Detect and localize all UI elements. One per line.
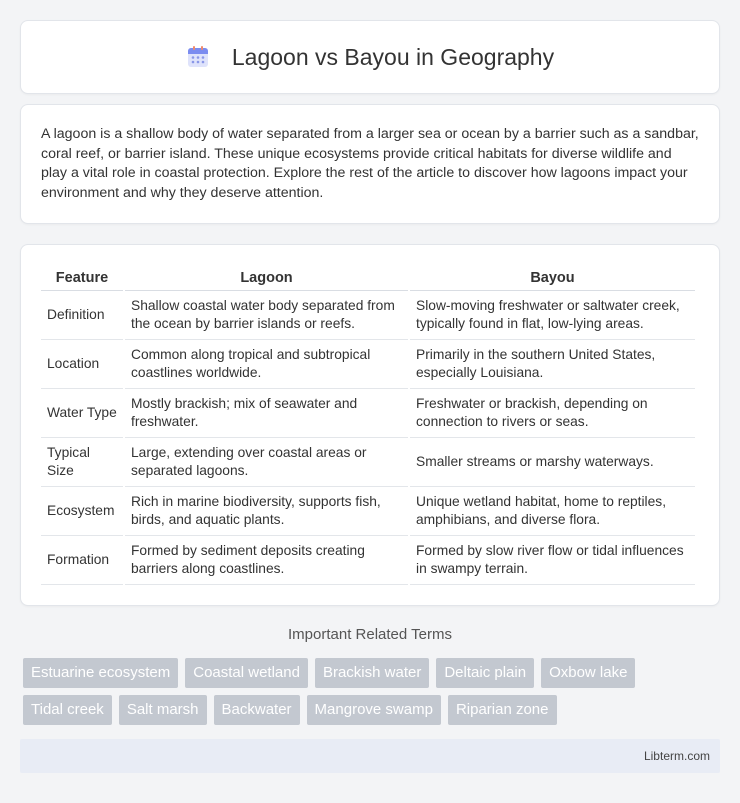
feature-cell: Definition [41,291,123,340]
footer [20,739,720,773]
table-row [41,536,695,585]
intro-paragraph: A lagoon is a shallow body of water separated from a larger sea or ocean by a barrier such as a sandbar, coral reef, or barrier island. These unique ecosystems provide critical habitats for diverse wildlife and play a vital role in coastal protection. Explore the rest of the article to discover how lagoons impact your environment and why they deserve attention. [41,126,699,201]
bayou-cell: Unique wetland habitat, home to reptiles, amphibians, and diverse flora. [410,487,695,536]
intro-card [20,104,720,224]
feature-cell: Typical Size [41,438,123,487]
footer-site-link[interactable]: Libterm.com [643,749,710,763]
lagoon-cell: Large, extending over coastal areas or separated lagoons. [125,438,408,487]
tag-riparian-zone[interactable]: Riparian zone [448,695,557,725]
page-title: Lagoon vs Bayou in Geography [231,43,555,70]
tag-deltaic-plain[interactable]: Deltaic plain [436,658,534,688]
table-row [41,340,695,389]
bayou-cell: Smaller streams or marshy waterways. [410,438,695,487]
lagoon-cell: Common along tropical and subtropical coastlines worldwide. [125,340,408,389]
tag-brackish-water[interactable]: Brackish water [315,658,429,688]
lagoon-cell: Mostly brackish; mix of seawater and freshwater. [125,389,408,438]
bayou-cell: Formed by slow river flow or tidal influences in swampy terrain. [410,536,695,585]
table-row [41,389,695,438]
feature-cell: Formation [41,536,123,585]
tag-mangrove-swamp[interactable]: Mangrove swamp [307,695,441,725]
bayou-cell: Primarily in the southern United States, especially Louisiana. [410,340,695,389]
table-header-row [41,265,695,291]
feature-cell: Water Type [41,389,123,438]
tag-salt-marsh[interactable]: Salt marsh [119,695,207,725]
header-bayou: Bayou [410,265,695,291]
tag-estuarine-ecosystem[interactable]: Estuarine ecosystem [23,658,178,688]
related-terms-list [23,658,703,725]
comparison-table [39,265,697,585]
bayou-cell: Freshwater or brackish, depending on connection to rivers or seas. [410,389,695,438]
comparison-table-card [20,244,720,606]
related-terms-title: Important Related Terms [288,626,452,643]
lagoon-cell: Formed by sediment deposits creating barriers along coastlines. [125,536,408,585]
header-lagoon: Lagoon [125,265,408,291]
lagoon-cell: Shallow coastal water body separated from the ocean by barrier islands or reefs. [125,291,408,340]
table-row [41,487,695,536]
bayou-cell: Slow-moving freshwater or saltwater creek, typically found in flat, low-lying areas. [410,291,695,340]
feature-cell: Ecosystem [41,487,123,536]
header-feature: Feature [41,265,123,291]
table-row [41,291,695,340]
tag-oxbow-lake[interactable]: Oxbow lake [541,658,635,688]
calendar-grid-icon [186,45,210,69]
header-card [20,20,720,94]
lagoon-cell: Rich in marine biodiversity, supports fish, birds, and aquatic plants. [125,487,408,536]
feature-cell: Location [41,340,123,389]
tag-tidal-creek[interactable]: Tidal creek [23,695,112,725]
table-row [41,438,695,487]
tag-coastal-wetland[interactable]: Coastal wetland [185,658,308,688]
tag-backwater[interactable]: Backwater [214,695,300,725]
